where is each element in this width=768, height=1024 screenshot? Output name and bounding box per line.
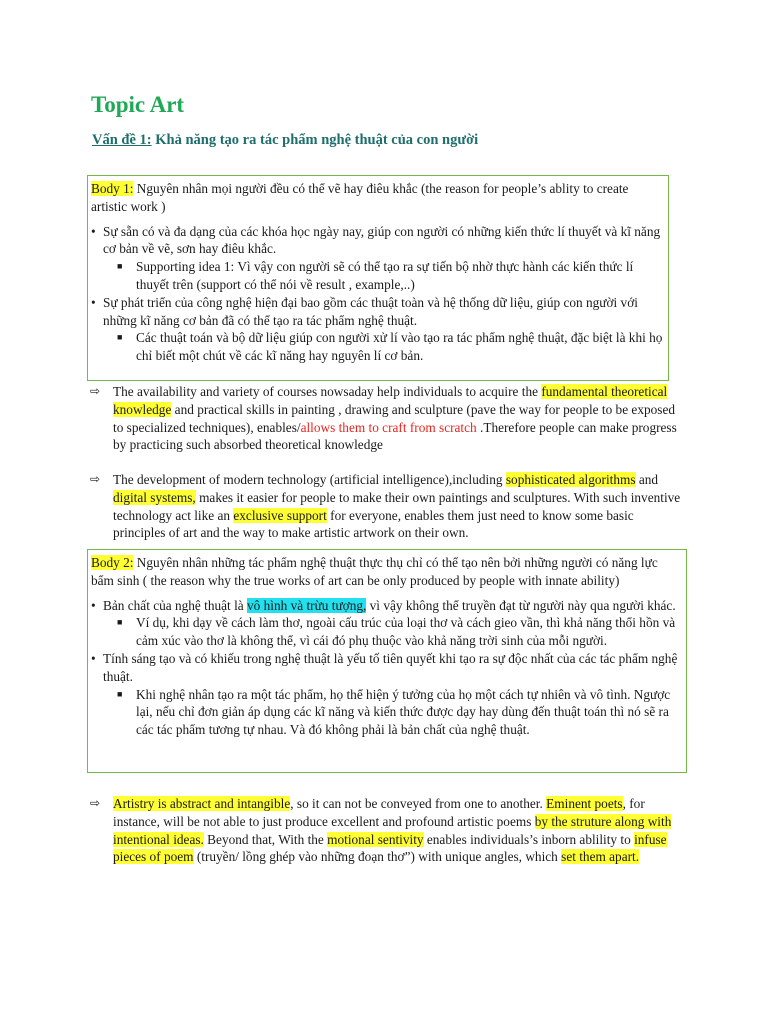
bullet-icon: • (91, 223, 96, 239)
paragraph-1 (90, 383, 686, 454)
arrow-icon: ⇨ (90, 472, 101, 486)
square-bullet-icon: ■ (117, 617, 123, 628)
body1-bullet-1 (91, 223, 664, 259)
body2-bullet-2 (91, 650, 682, 686)
arrow-icon: ⇨ (90, 384, 101, 398)
bullet-icon: • (91, 597, 96, 613)
body1-bullet-1-text: Sự sẵn có và đa dạng của các khóa học ngày nay, giúp con người có những kiến thức lí thuyết và kĩ năng cơ bản về vẽ, sơn hay điêu khắc. (103, 223, 661, 257)
highlight-text: digital systems, (113, 489, 196, 505)
paragraph-3-text: Beyond that, With the (203, 831, 328, 847)
square-bullet-icon: ■ (117, 332, 123, 343)
issue-heading (92, 132, 478, 149)
square-bullet-icon: ■ (117, 688, 123, 699)
square-bullet-icon: ■ (117, 261, 123, 272)
body1-subbullet-2-text: Các thuật toán và bộ dữ liệu giúp con người xử lí vào tạo ra tác phẩm nghệ thuật, đặc biệt là khi họ chỉ biết một chút về các kĩ năng hay nguyên lí cơ bản. (136, 330, 663, 364)
issue-text: Khả năng tạo ra tác phẩm nghệ thuật của con người (151, 132, 479, 148)
highlight-text: fundamental theoretical knowledge (113, 384, 668, 417)
body2-subbullet-2 (91, 686, 682, 739)
bullet-icon: • (91, 294, 96, 310)
paragraph-3-text: , so it can not be conveyed from one to another. (290, 796, 547, 811)
body1-subbullet-1 (91, 258, 664, 294)
body2-subbullet-1-text: Ví dụ, khi dạy về cách làm thơ, ngoài cấu trúc của loại thơ và cách gieo vần, thì khả năng thổi hồn và cảm xúc vào thơ là không thể, vì cái đó phụ thuộc vào khả năng trời sinh của mỗi người. (136, 615, 676, 649)
body2-text: Nguyên nhân những tác phẩm nghệ thuật thực thụ chỉ có thể tạo nên bởi những người có năng lực bẩm sinh ( the reason why the true works of art can be only produced by people with innate ability) (91, 555, 658, 588)
body1-subbullet-2 (91, 329, 664, 365)
paragraph-3 (90, 795, 680, 866)
body2-subbullet-1 (91, 614, 682, 650)
highlight-text: by the struture along with intentional ideas. (113, 813, 672, 847)
cyan-highlight-text: vô hình và trừu tượng, (247, 597, 367, 613)
body1-text: Nguyên nhân mọi người đều có thể vẽ hay điêu khắc (the reason for people’s ablity to create artistic work ) (91, 181, 629, 214)
body1-subbullet-1-text: Supporting idea 1: Vì vậy con người sẽ có thể tạo ra sự tiến bộ nhờ thực hành các kiến thức lí thuyết trên (support có thể nói về result , example,..) (136, 259, 634, 292)
body2-box (87, 549, 687, 773)
paragraph-2-text: and (635, 472, 659, 487)
body2-bullet-2-text: Tính sáng tạo và có khiếu trong nghệ thuật là yếu tố tiên quyết khi tạo ra sự độc nhất của các tác phẩm nghệ thuật. (103, 650, 678, 684)
paragraph-1-text: and practical skills in painting , drawing and sculpture (pave the way for people to be exposed to specialized techniques), enables/ (113, 401, 675, 435)
paragraph-2 (90, 471, 686, 542)
highlight-text: sophisticated algorithms (505, 472, 636, 487)
highlight-text: motional sentivity (327, 831, 424, 847)
red-text: allows them to craft from scratch (300, 419, 477, 435)
body1-box (87, 175, 669, 381)
body2-label: Body 2: (91, 555, 134, 570)
body2-bullet-1-text: vì vậy không thể truyền đạt từ người này qua người khác. (366, 597, 676, 613)
paragraph-2-text: for everyone, enables them just need to know some basic principles of art and the way to make artistic artwork on their own. (113, 507, 634, 541)
highlight-text: infuse pieces of poem (113, 831, 667, 865)
issue-label: Vấn đề 1: (92, 132, 152, 148)
body2-bullet-1 (91, 597, 682, 615)
arrow-icon: ⇨ (90, 796, 101, 810)
paragraph-2-text: makes it easier for people to make their own paintings and sculptures. With such inventive technology act like an (113, 489, 681, 523)
highlight-text: exclusive support (233, 507, 327, 523)
paragraph-3-text: , for instance, will be not able to just produce excellent and profound artistic poems (113, 796, 645, 829)
body1-bullet-2 (91, 294, 664, 330)
paragraph-1-text: .Therefore people can make progress by practicing such absorbed theoretical knowledge (113, 419, 677, 453)
body1-bullet-2-text: Sự phát triển của công nghệ hiện đại bao gồm các thuật toàn và hệ thống dữ liệu, giúp con người với những kĩ năng cơ bản đã có thể tạo ra tác phẩm nghệ thuật. (103, 294, 638, 328)
body1-label: Body 1: (91, 181, 134, 196)
highlight-text: set them apart. (561, 849, 640, 865)
paragraph-3-text: enables individuals’s inborn ablility to (423, 831, 635, 847)
body1-heading (91, 180, 664, 216)
paragraph-2-text: The development of modern technology (artificial intelligence),including (113, 472, 506, 487)
body2-subbullet-2-text: Khi nghệ nhân tạo ra một tác phẩm, họ thể hiện ý tưởng của họ một cách tự nhiên và vô tình. Ngược lại, nếu chỉ đơn giản áp dụng các kĩ năng và kiến thức được dạy hay dùng đến thuật toán thì nó sẽ ra các tác phẩm tương tự nhau. Và đó không phải là bản chất của nghệ thuật. (136, 686, 671, 738)
document-title: Topic Art (91, 92, 185, 117)
highlight-text: Eminent poets (546, 796, 623, 811)
bullet-icon: • (91, 650, 96, 666)
highlight-text: Artistry is abstract and intangible (113, 796, 291, 811)
paragraph-1-text: The availability and variety of courses nowsaday help individuals to acquire the (113, 384, 542, 399)
body2-heading (91, 554, 682, 590)
body2-bullet-1-text: Bản chất của nghệ thuật là (103, 597, 247, 613)
paragraph-3-text: (truyền/ lồng ghép vào những đoạn thơ”) with unique angles, which (193, 849, 562, 865)
